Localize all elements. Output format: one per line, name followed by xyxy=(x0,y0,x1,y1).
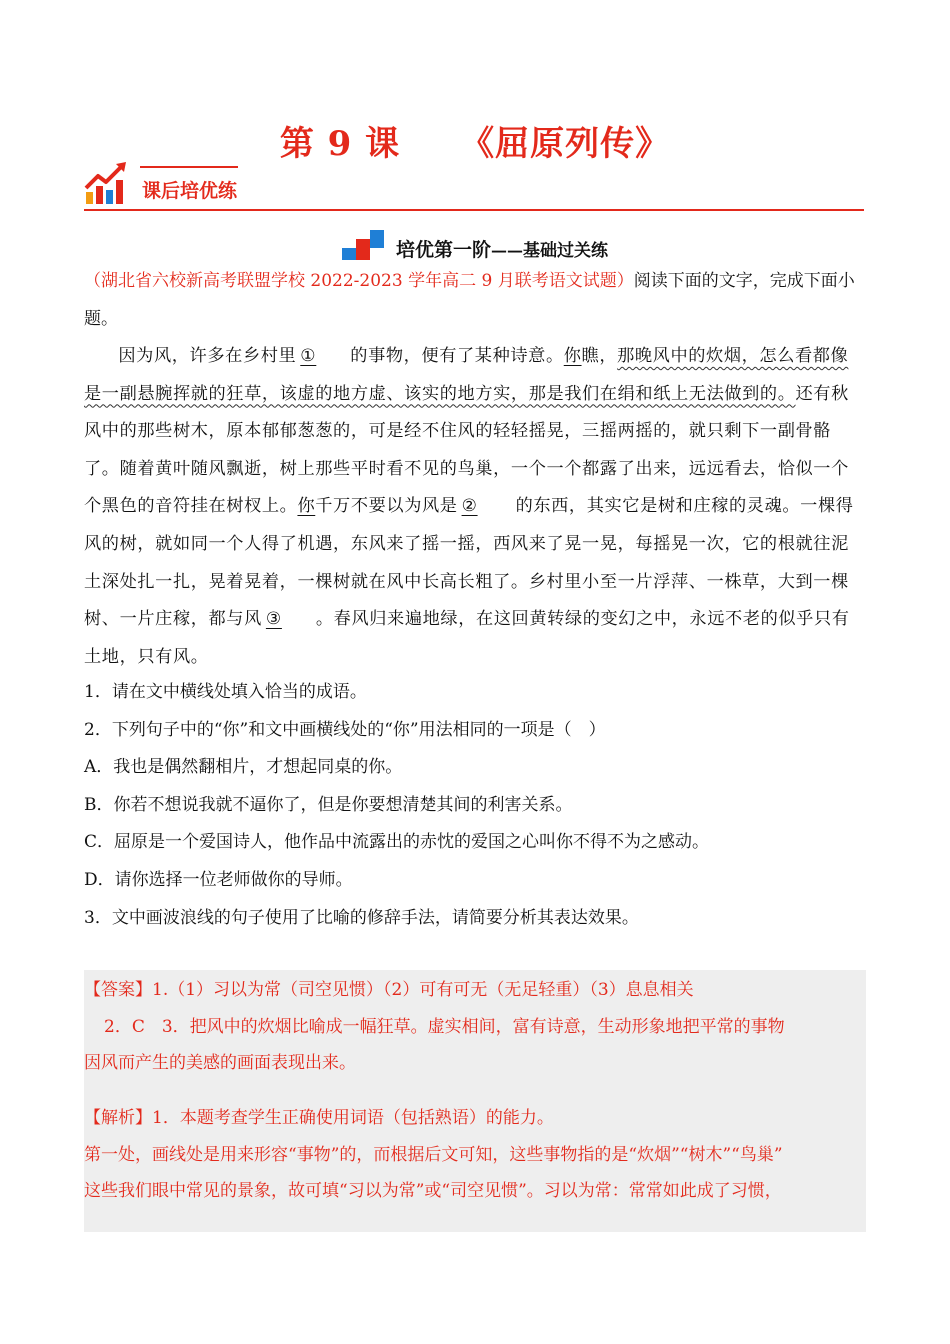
question-list xyxy=(84,674,866,937)
passage-text: 因为风，许多在乡村里 xyxy=(118,346,297,366)
option-c: C．屈原是一个爱国诗人，他作品中流露出的赤忱的爱国之心叫你不得不为之感动。 xyxy=(84,832,710,853)
answer-line-3: 因风而产生的美感的画面表现出来。 xyxy=(84,1053,356,1073)
blank-3: ③ xyxy=(265,609,282,630)
blank-1: ① xyxy=(300,346,317,366)
header-divider xyxy=(84,209,864,211)
answer-line-1: 1.（1）习以为常（司空见惯）（2）可有可无（无足轻重）（3）息息相关 xyxy=(152,980,694,1000)
source-citation: （湖北省六校新高考联盟学校 2022-2023 学年高二 9 月联考语文试题） xyxy=(84,271,634,291)
analysis-tag: 【解析】 xyxy=(84,1108,152,1128)
growth-chart-icon xyxy=(84,162,130,206)
section-label: 课后培优练 xyxy=(142,180,238,202)
passage-text: 。春风归来遍地绿，在这回黄转绿的变幻之中，永远不老的似乎只有土地，只有风。 xyxy=(84,609,850,667)
page-title xyxy=(0,116,950,165)
source-line xyxy=(84,263,866,338)
underlined-ni-1: 你 xyxy=(563,346,582,366)
passage-text: 瞧， xyxy=(581,346,618,366)
analysis-line-1: 1．本题考查学生正确使用词语（包括熟语）的能力。 xyxy=(152,1108,554,1128)
analysis-line-2: 第一处，画线处是用来形容“事物”的，而根据后文可知，这些事物指的是“炊烟”“树木”“鸟巢” xyxy=(84,1144,783,1165)
passage-text: 的事物，便有了某种诗意。 xyxy=(350,346,564,366)
option-d: D．请你选择一位老师做你的导师。 xyxy=(84,869,353,890)
wavy-underlined-sentence: 那晚风中的炊烟，怎么看都像是一副悬腕挥就的狂草，该虚的地方虚、该实的地方实，那是我们在绢和纸上无法做到的。 xyxy=(84,346,849,404)
stage-heading xyxy=(0,230,950,262)
label-decor-line xyxy=(140,166,238,168)
source-instruction: 阅读下面的文字，完成下面小题。 xyxy=(84,271,855,329)
analysis-line-3: 这些我们眼中常见的景象，故可填“习以为常”或“司空见惯”。习以为常：常常如此成了习惯， xyxy=(84,1181,782,1201)
answer-panel xyxy=(84,970,866,1232)
stairs-icon xyxy=(342,230,386,260)
option-b: B．你若不想说我就不逼你了，但是你要想清楚其间的利害关系。 xyxy=(84,794,573,815)
lesson-number: 第 9 课 xyxy=(279,124,401,164)
stage-sub: 基础过关练 xyxy=(523,241,608,261)
answer-line-2: 2．C 3．把风中的炊烟比喻成一幅狂草。虚实相间，富有诗意，生动形象地把平常的事物 xyxy=(104,1016,785,1037)
blank-2: ② xyxy=(461,496,478,517)
answer-block xyxy=(84,972,864,1082)
question-2: 2．下列句子中的“你”和文中画横线处的“你”用法相同的一项是（ ） xyxy=(84,719,606,740)
passage-text: 还有秋风中的那些树木，原本郁郁葱葱的，可是经不住风的轻轻摇晃，三摇两摇的，就只剩下一副骨骼了。随着黄叶随风飘逝，树上那些平时看不见的鸟巢，一个一个都露了出来，远远看去，恰似一个个黑色的音符挂在树杈上。 xyxy=(84,383,849,517)
option-a: A．我也是偶然翻相片，才想起同桌的你。 xyxy=(84,757,403,778)
question-3: 3．文中画波浪线的句子使用了比喻的修辞手法，请简要分析其表达效果。 xyxy=(84,907,639,928)
analysis-block xyxy=(84,1100,864,1210)
section-header xyxy=(84,160,864,212)
stage-dash: —— xyxy=(491,241,523,260)
passage-text: 的东西，其实它是树和庄稼的灵魂。一棵得风的树，就如同一个人得了机遇，东风来了摇一摇，西风来了晃一晃，每摇晃一次，它的根就往泥土深处扎一扎，晃着晃着，一棵树就在风中长高长粗了。乡村里小至一片浮萍、一株草，大到一棵树、一片庄稼，都与风 xyxy=(84,496,854,630)
reading-passage xyxy=(84,338,866,676)
underlined-ni-2: 你 xyxy=(297,496,316,517)
passage-text: 千万不要以为风是 xyxy=(315,496,458,517)
lesson-name: 《屈原列传》 xyxy=(460,124,671,164)
stage-main: 培优第一阶 xyxy=(395,239,491,261)
question-1: 1．请在文中横线处填入恰当的成语。 xyxy=(84,682,367,702)
answer-tag: 【答案】 xyxy=(84,980,152,1000)
